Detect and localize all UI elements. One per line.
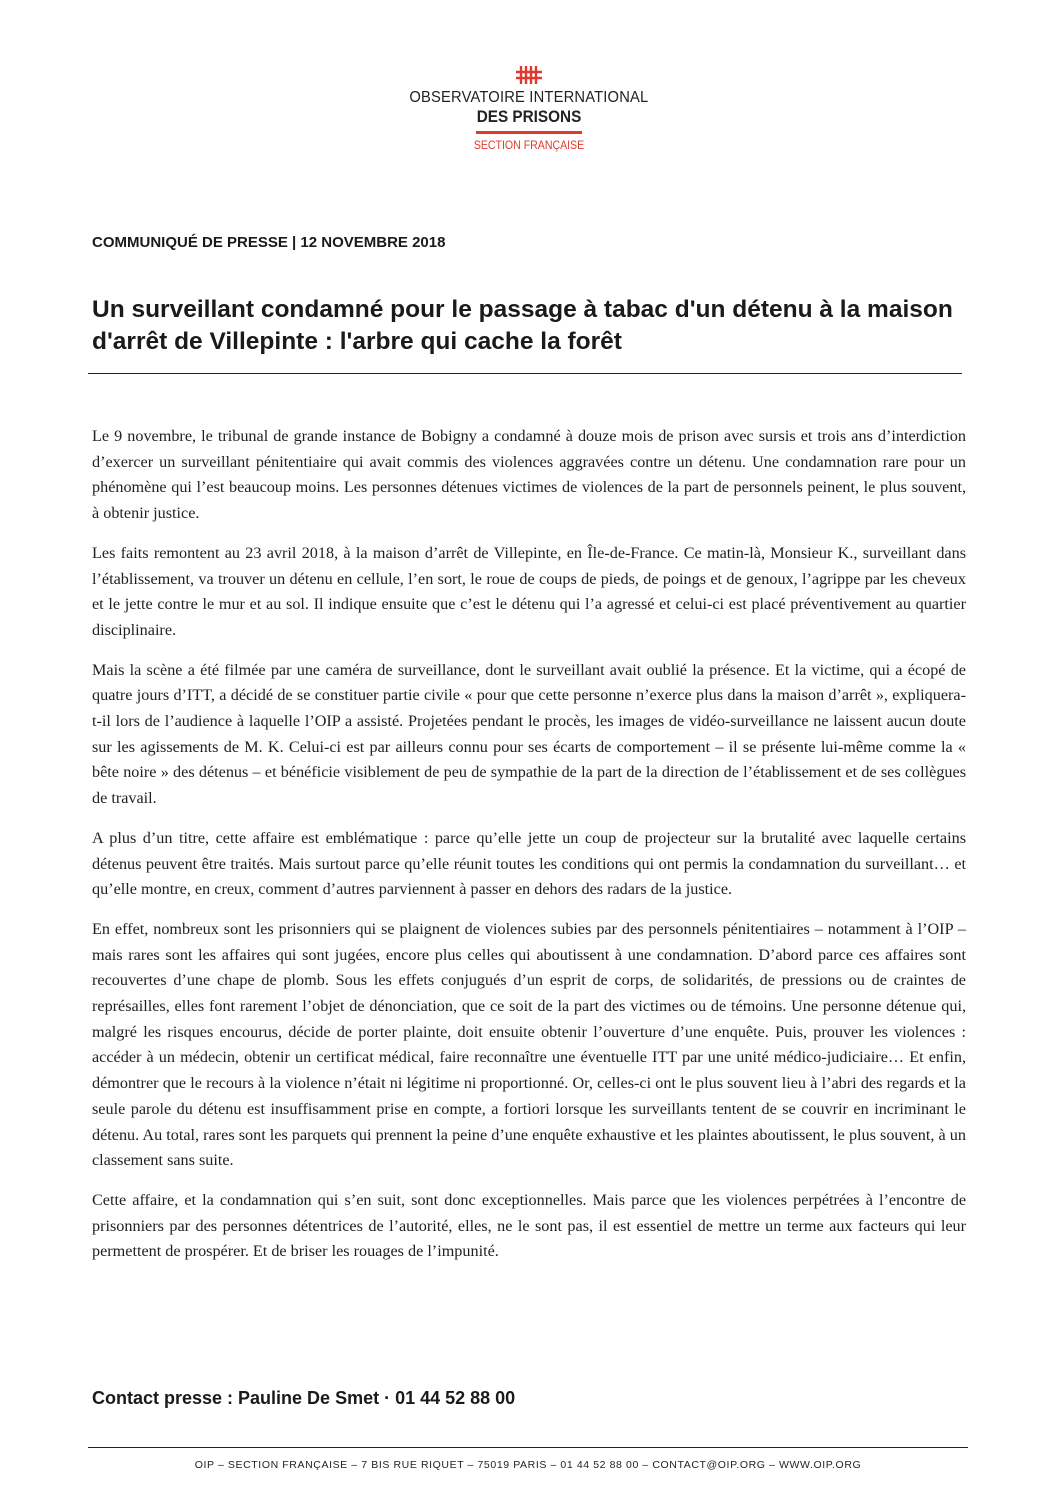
logo-line-des-prisons: DES PRISONS: [476, 107, 582, 126]
press-release-dateline: COMMUNIQUÉ DE PRESSE | 12 NOVEMBRE 2018: [92, 234, 446, 251]
logo-divider: [476, 131, 582, 134]
press-contact: Contact presse : Pauline De Smet · 01 44 52 88 00: [92, 1388, 516, 1408]
paragraph: Les faits remontent au 23 avril 2018, à la maison d’arrêt de Villepinte, en Île-de-France. Ce matin-là, Monsieur K., surveillant dans l’établissement, va trouver un détenu en cellule, l’en sort, le roue de coups de pieds, de poings et de genoux, l’agrippe par les cheveux et le jette contre le mur et au sol. Il indique ensuite que c’est le détenu qui l’a agressé et celui-ci est placé préventivement au quartier disciplinaire.: [92, 543, 966, 639]
logo-line-section: SECTION FRANÇAISE: [473, 138, 585, 152]
logo-line-observatoire: OBSERVATOIRE INTERNATIONAL: [409, 89, 649, 106]
footer-address: OIP – SECTION FRANÇAISE – 7 BIS RUE RIQUET – 75019 PARIS – 01 44 52 88 00 – CONTACT@OIP.ORG – WWW.OIP.ORG: [194, 1459, 862, 1471]
page-title: Un surveillant condamné pour le passage à tabac d'un détenu à la maison d'arrêt de Villepinte : l'arbre qui cache la forêt: [92, 296, 953, 355]
paragraph: A plus d’un titre, cette affaire est emblématique : parce qu’elle jette un coup de projecteur sur la brutalité avec laquelle certains détenus peuvent être traités. Mais surtout parce qu’elle réunit toutes les conditions qui ont permis la condamnation du surveillant… et qu’elle montre, en creux, comment d’autres parviennent à passer en dehors des radars de la justice.: [92, 828, 966, 899]
paragraph: Mais la scène a été filmée par une caméra de surveillance, dont le surveillant avait oublié la présence. Et la victime, qui a écopé de quatre jours d’ITT, a décidé de se constituer partie civile « pour que cette personne n’exerce plus dans la maison d’arrêt », expliquera-t-il lors de l’audience à laquelle l’OIP a assisté. Projetées pendant le procès, les images de vidéo-surveillance ne laissent aucun doute sur les agissements de M. K. Celui-ci est par ailleurs connu pour ses écarts de comportement – il se présente lui-même comme la « bête noire » des détenus – et bénéficie visiblement de peu de sympathie de la part de la direction de l’établissement et de ses collègues de travail.: [92, 660, 966, 808]
paragraph: Cette affaire, et la condamnation qui s’en suit, sont donc exceptionnelles. Mais parce que les violences perpétrées à l’encontre de prisonniers par des personnes détentrices de l’autorité, elles, ne le sont pas, il est essentiel de mettre un terme aux facteurs qui leur permettent de prospérer. Et de briser les rouages de l’impunité.: [92, 1190, 966, 1261]
oip-logo: [0, 64, 1058, 152]
footer-divider: [88, 1447, 968, 1448]
paragraph: En effet, nombreux sont les prisonniers qui se plaignent de violences subies par des personnels pénitentiaires – notamment à l’OIP – mais rares sont les affaires qui sont jugées, encore plus celles qui aboutissent à une condamnation. D’abord parce ces affaires sont recouvertes d’une chape de plomb. Sous les effets conjugués d’un esprit de corps, de solidarités, de pressions ou de craintes de représailles, elles font rarement l’objet de dénonciation, que ce soit de la part des victimes ou de témoins. Une personne détenue qui, malgré les risques encourus, décide de porter plainte, doit ensuite obtenir l’ouverture d’une enquête. Puis, prouver les violences : accéder à un médecin, obtenir un certificat médical, faire reconnaître une éventuelle ITT par une unité médico-judiciaire… Et enfin, démontrer que le recours à la violence n’était ni légitime ni proportionné. Or, celles-ci ont le plus souvent lieu à l’abri des regards et la seule parole du détenu est insuffisamment prise en compte, a fortiori lorsque les surveillants tentent de se couvrir en incriminant le détenu. Au total, rares sont les parquets qui prennent la peine d’une enquête exhaustive et les plaintes aboutissent, le plus souvent, à un classement sans suite.: [92, 919, 966, 1170]
title-divider: [88, 373, 962, 374]
paragraph: Le 9 novembre, le tribunal de grande instance de Bobigny a condamné à douze mois de prison avec sursis et trois ans d’interdiction d’exercer un surveillant pénitentiaire qui avait commis des violences aggravées contre un détenu. Une condamnation rare pour un phénomène qui l’est beaucoup moins. Les personnes détenues victimes de violences de la part de personnels peinent, le plus souvent, à obtenir justice.: [92, 427, 966, 523]
tally-bars-icon: [514, 64, 544, 86]
article-body: [92, 424, 966, 1279]
